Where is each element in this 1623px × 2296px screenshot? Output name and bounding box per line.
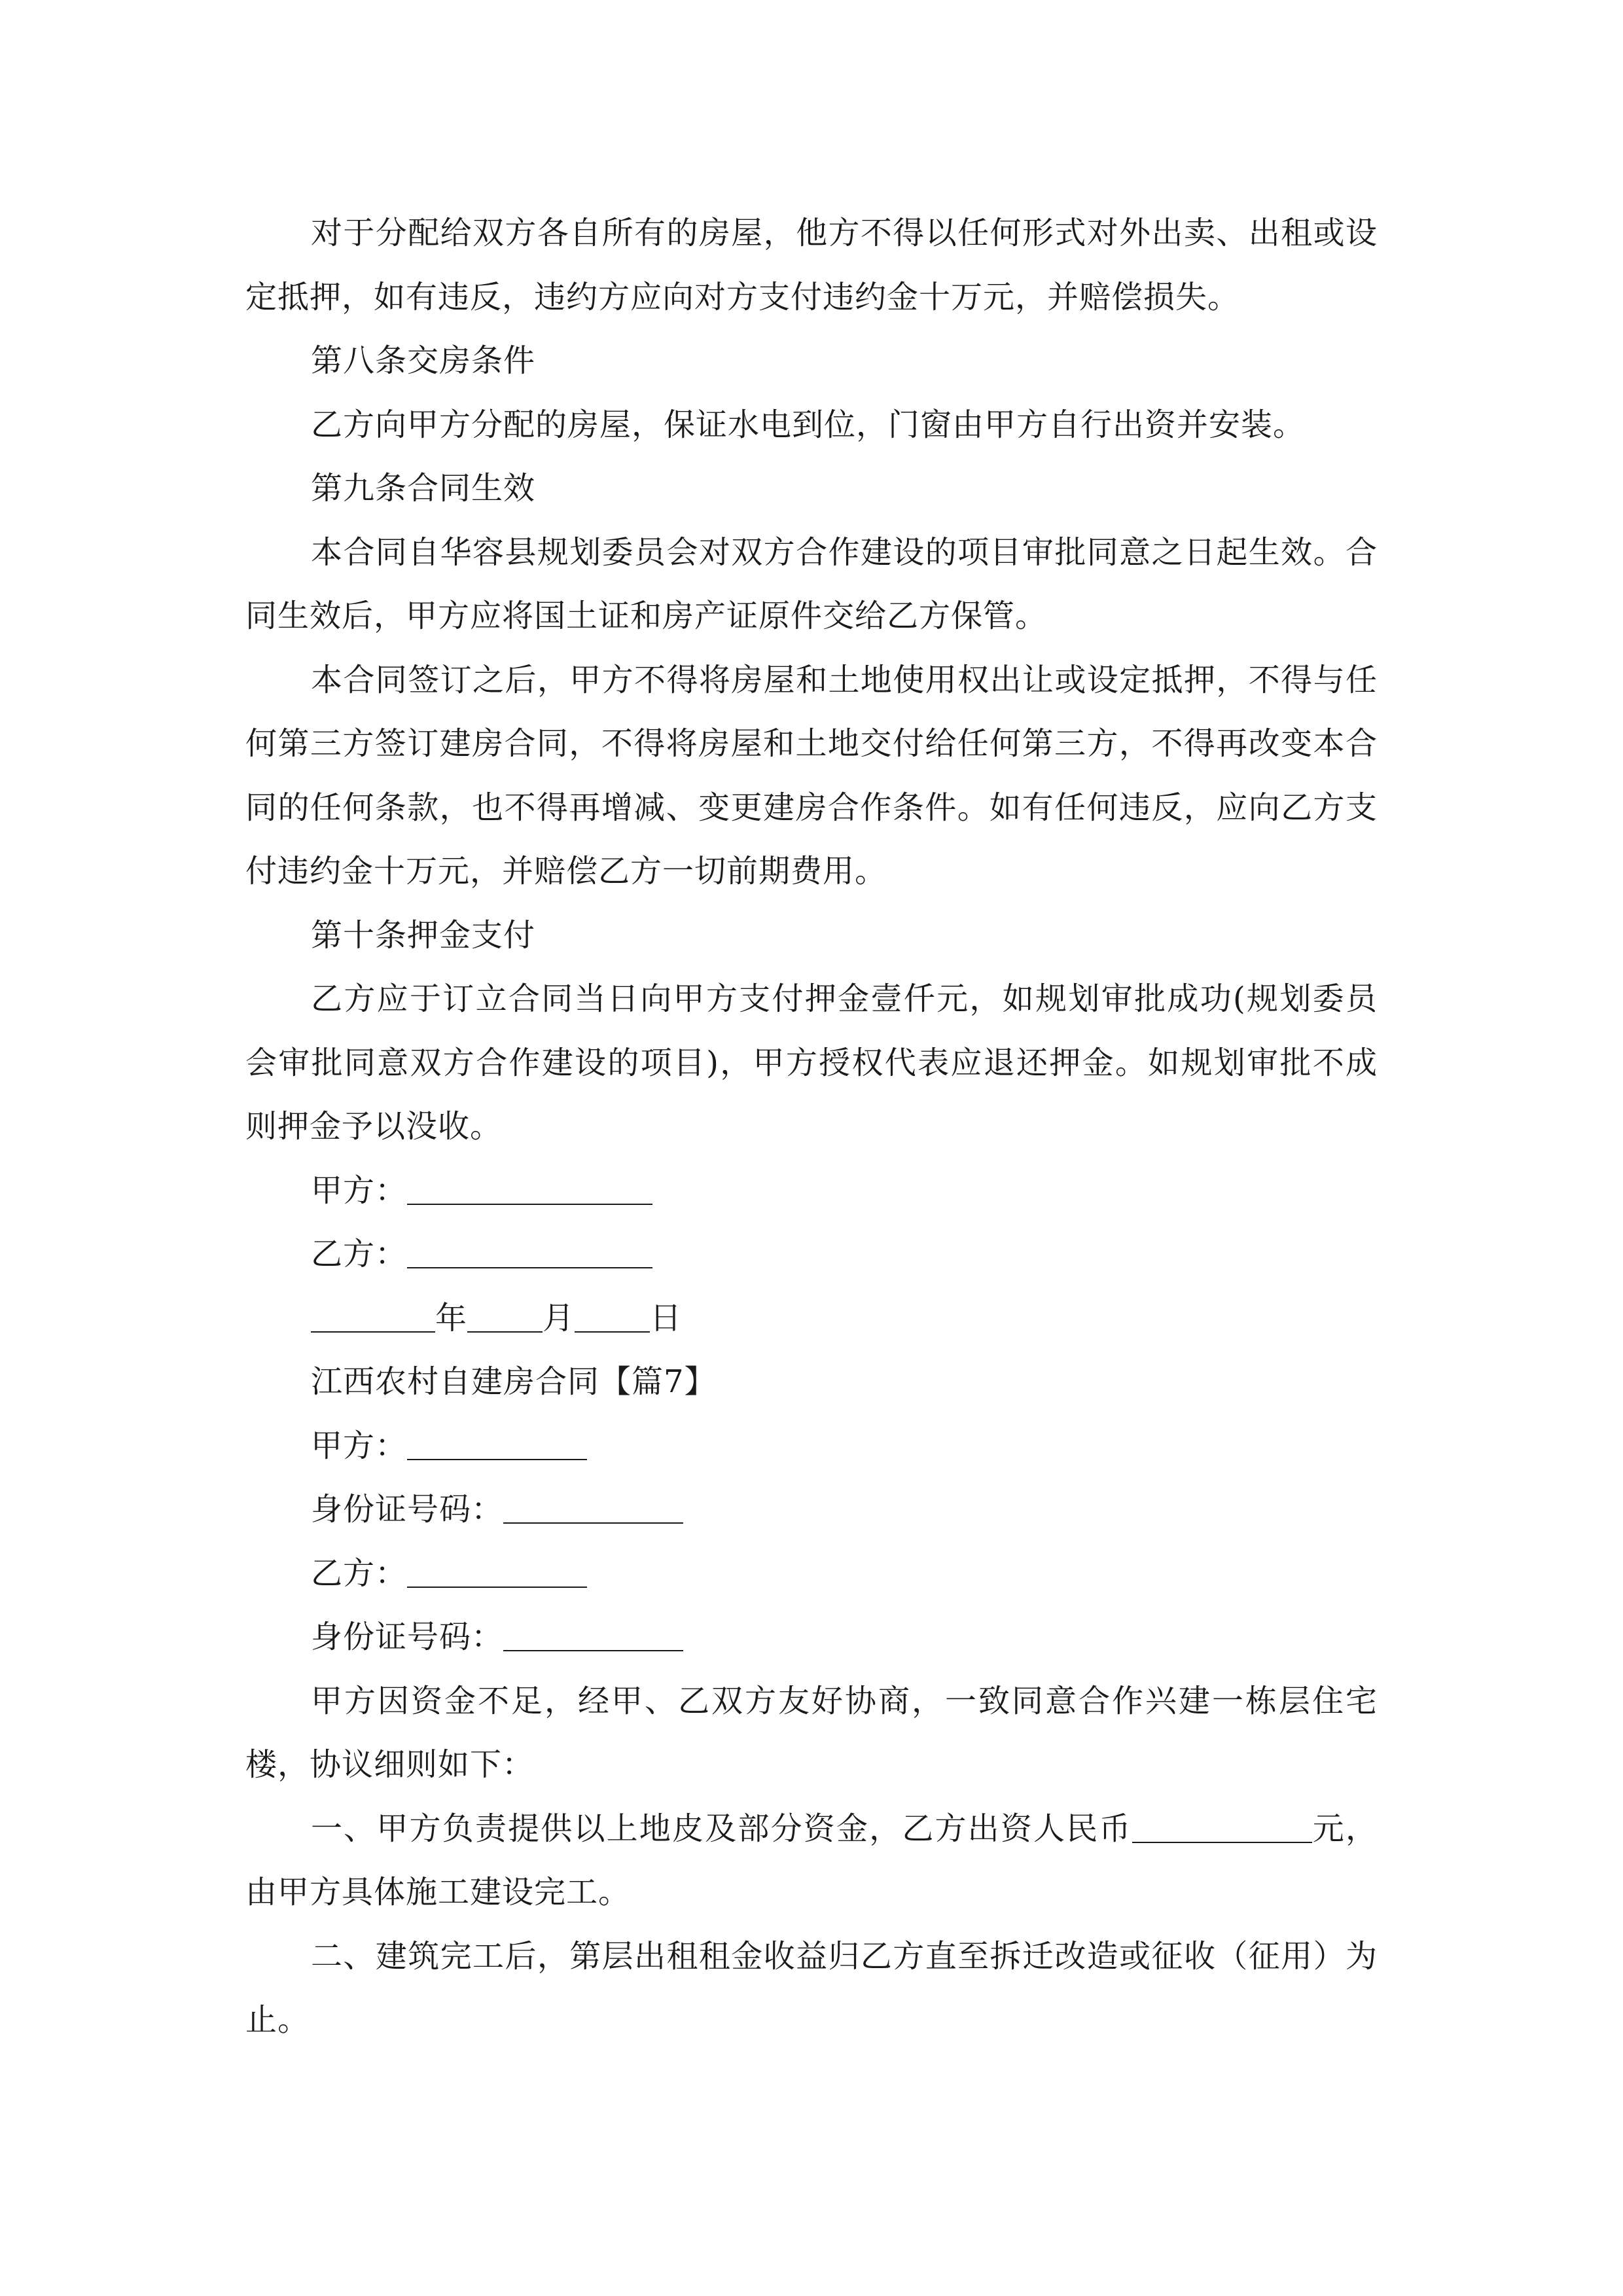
paragraph-penalty: 对于分配给双方各自所有的房屋，他方不得以任何形式对外出卖、出租或设定抵押，如有违反，违约方应向对方支付违约金十万元，并赔偿损失。 bbox=[245, 215, 1378, 315]
section-7-item-2: 二、建筑完工后，第层出租租金收益归乙方直至拆迁改造或征收（征用）为止。 bbox=[245, 1937, 1378, 2038]
section-7-party-a-label: 甲方： bbox=[311, 1427, 408, 1464]
section-7-title: 江西农村自建房合同【篇7】 bbox=[311, 1363, 717, 1400]
date-day-blank[interactable] bbox=[575, 1305, 650, 1333]
signature-party-a-label: 甲方： bbox=[311, 1172, 408, 1209]
section-7-party-b bbox=[245, 1542, 1378, 1606]
section-7-party-b-label: 乙方： bbox=[311, 1554, 408, 1592]
date-year-blank[interactable] bbox=[311, 1305, 435, 1333]
section-7-id-b-blank[interactable] bbox=[503, 1624, 683, 1651]
section-7-id-a-label: 身份证号码： bbox=[311, 1491, 504, 1528]
signature-party-b bbox=[245, 1223, 1378, 1287]
section-7-item-1-unit: 元， bbox=[1311, 1810, 1378, 1847]
section-7-id-a bbox=[245, 1478, 1378, 1542]
section-7-id-a-blank[interactable] bbox=[503, 1496, 683, 1524]
section-7-item-1-text: 一、甲方负责提供以上地皮及部分资金，乙方出资人民币 bbox=[311, 1810, 1132, 1847]
section-7-party-a bbox=[245, 1414, 1378, 1479]
section-7-party-a-blank[interactable] bbox=[407, 1433, 587, 1460]
section-7-id-b bbox=[245, 1605, 1378, 1670]
signature-party-b-label: 乙方： bbox=[311, 1236, 408, 1272]
paragraph-article-10: 乙方应于订立合同当日向甲方支付押金壹仟元，如规划审批成功(规划委员会审批同意双方合作建设的项目)，甲方授权代表应退还押金。如规划审批不成则押金予以没收。 bbox=[245, 980, 1378, 1145]
date-year-label: 年 bbox=[435, 1299, 468, 1336]
section-7-amount-blank[interactable] bbox=[1132, 1816, 1312, 1843]
section-7-item-1 bbox=[245, 1797, 1378, 1925]
date-day-label: 日 bbox=[650, 1299, 683, 1336]
heading-article-8: 第八条交房条件 bbox=[311, 342, 536, 379]
paragraph-article-9b: 本合同签订之后，甲方不得将房屋和土地使用权出让或设定抵押，不得与任何第三方签订建房合同，不得将房屋和土地交付给任何第三方，不得再改变本合同的任何条款，也不得再增减、变更建房合作条件。如有任何违反，应向乙方支付违约金十万元，并赔偿乙方一切前期费用。 bbox=[245, 661, 1378, 889]
section-7-party-b-blank[interactable] bbox=[407, 1560, 587, 1588]
signature-party-a-blank[interactable] bbox=[407, 1177, 652, 1205]
signature-party-b-blank[interactable] bbox=[407, 1241, 652, 1268]
heading-article-10: 第十条押金支付 bbox=[311, 916, 536, 954]
paragraph-article-8: 乙方向甲方分配的房屋，保证水电到位，门窗由甲方自行出资并安装。 bbox=[311, 406, 1306, 443]
date-month-blank[interactable] bbox=[467, 1305, 543, 1333]
section-7-item-1-rest: 由甲方具体施工建设完工。 bbox=[245, 1874, 631, 1910]
paragraph-article-9a: 本合同自华容县规划委员会对双方合作建设的项目审批同意之日起生效。合同生效后，甲方应将国土证和房产证原件交给乙方保管。 bbox=[245, 533, 1378, 634]
section-7-intro: 甲方因资金不足，经甲、乙双方友好协商，一致同意合作兴建一栋层住宅楼，协议细则如下： bbox=[245, 1682, 1378, 1783]
signature-date bbox=[245, 1287, 1378, 1351]
document-body bbox=[245, 202, 1378, 2053]
section-7-id-b-label: 身份证号码： bbox=[311, 1619, 504, 1655]
heading-article-9: 第九条合同生效 bbox=[311, 470, 536, 507]
signature-party-a bbox=[245, 1159, 1378, 1223]
date-month-label: 月 bbox=[543, 1299, 575, 1336]
